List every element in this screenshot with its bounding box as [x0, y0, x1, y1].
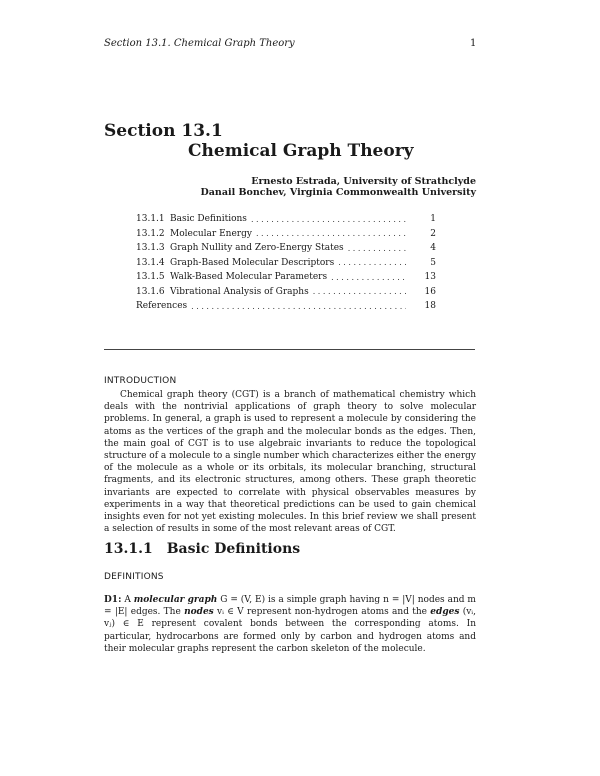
- subsection-title: Basic Definitions: [166, 541, 301, 557]
- toc-entry[interactable]: [136, 270, 436, 285]
- intro-heading: INTRODUCTION: [104, 376, 177, 386]
- subsection-number: 13.1.1: [104, 541, 153, 557]
- toc-entry[interactable]: [136, 285, 436, 300]
- toc-entry[interactable]: [136, 227, 436, 242]
- toc-page: 18: [424, 301, 436, 312]
- toc-page: 2: [430, 228, 436, 239]
- toc-page: 5: [430, 257, 436, 268]
- toc-leader: [256, 229, 406, 238]
- toc-title: Vibrational Analysis of Graphs: [170, 286, 309, 297]
- toc-entry[interactable]: [136, 241, 436, 256]
- horizontal-rule: [104, 349, 475, 350]
- subsection-heading: [104, 541, 300, 557]
- toc-title: Graph Nullity and Zero-Energy States: [170, 243, 344, 254]
- author-line: Danail Bonchev, Virginia Commonwealth University: [200, 187, 476, 198]
- running-header-title: Section 13.1. Chemical Graph Theory: [104, 38, 295, 49]
- toc-title: Molecular Energy: [170, 228, 252, 239]
- section-label: Section 13.1: [104, 121, 223, 141]
- section-title: Chemical Graph Theory: [188, 141, 414, 161]
- definition-term: molecular graph: [133, 595, 218, 605]
- definition-label: D1:: [104, 595, 122, 605]
- toc-leader: [338, 258, 406, 267]
- toc-title: Walk-Based Molecular Parameters: [170, 272, 328, 283]
- toc-title: Graph-Based Molecular Descriptors: [170, 257, 335, 268]
- toc-leader: [251, 215, 406, 224]
- author-line: Ernesto Estrada, University of Strathclyde: [251, 176, 476, 187]
- definition-text: (vᵢ, vⱼ) ∈ E represent covalent bonds between the corresponding atoms. In particular, hydrocarbons are formed only by carbon and hydrogen atoms and their molecular graphs represent the carbon skeleton of the molecule.: [104, 607, 476, 654]
- toc-number: 13.1.3: [136, 243, 165, 254]
- definition-text: vᵢ ∈ V represent non-hydrogen atoms and the: [217, 607, 427, 618]
- toc-entry-references[interactable]: [136, 299, 436, 314]
- definition-text: A: [124, 595, 131, 605]
- definition-text: G = (V, E) is a simple graph having n = |V| nodes and m = |E| edges. The: [104, 595, 476, 618]
- toc-number: 13.1.6: [136, 286, 165, 297]
- definitions-heading: DEFINITIONS: [104, 572, 164, 582]
- definition-term: nodes: [184, 607, 214, 618]
- definition-d1: [104, 594, 476, 655]
- toc-number: 13.1.1: [136, 214, 165, 225]
- toc-leader: [313, 287, 406, 296]
- toc-number: 13.1.5: [136, 272, 165, 283]
- table-of-contents: [136, 212, 436, 314]
- toc-page: 1: [430, 214, 436, 225]
- definition-term: edges: [430, 607, 460, 618]
- toc-leader: [331, 273, 406, 282]
- toc-title: References: [136, 301, 188, 312]
- toc-entry[interactable]: [136, 212, 436, 227]
- toc-page: 13: [424, 272, 436, 283]
- toc-leader: [191, 302, 406, 311]
- toc-page: 4: [430, 243, 436, 254]
- toc-title: Basic Definitions: [170, 214, 247, 225]
- running-header-page-number: 1: [470, 38, 477, 49]
- toc-leader: [348, 244, 406, 253]
- toc-page: 16: [424, 286, 436, 297]
- toc-number: 13.1.2: [136, 228, 165, 239]
- intro-paragraph: Chemical graph theory (CGT) is a branch of mathematical chemistry which deals with the nontrivial applications of graph theory to solve molecular problems. In general, a graph is used to represent a molecule by considering the atoms as the vertices of the graph and the molecular bonds as the edges. Then, the main goal of CGT is to use algebraic invariants to reduce the topological structure of a molecule to a single number which characterizes either the energy of the molecule as a whole or its orbitals, its molecular branching, structural fragments, and its electronic structures, among others. These graph theoretic invariants are expected to correlate with physical observables measures by experiments in a way that theoretical predictions can be used to gain chemical insights even for not yet existing molecules. In this brief review we shall present a selection of results in some of the most relevant areas of CGT.: [104, 390, 476, 535]
- toc-number: 13.1.4: [136, 257, 165, 268]
- toc-entry[interactable]: [136, 256, 436, 271]
